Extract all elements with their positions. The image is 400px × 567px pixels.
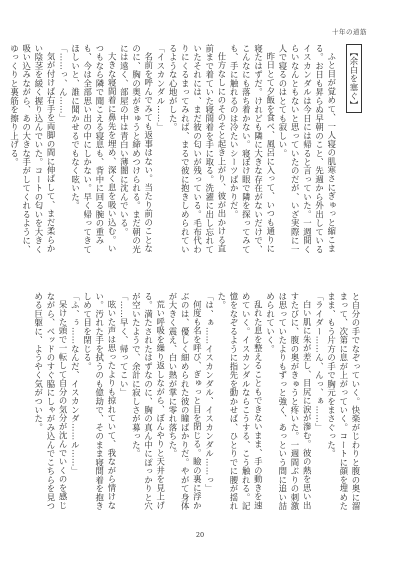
chapter-title: 【余白を塞ぐ】 xyxy=(346,44,362,113)
dialogue-line: 「ライダー……ん、んっ、ぁ……」 xyxy=(314,292,325,432)
dialogue-line: 「は、ぁ……イスカンダル、イスカンダル……っ」 xyxy=(204,292,215,493)
paragraph: ふと目が覚めて、一人寝の肌寒さにぎゅっと縮こまる。お日も昇らぬ早朝のこと、先週から外出しているイスカンダルは今日には帰ると言っていた。一週間くらいなんともないと思っていたのだが、いざ実際に一人で寝るのはとても寂しい。 xyxy=(277,44,337,254)
lower-text-block xyxy=(33,292,362,514)
paragraph: 白い肌に朱が差し、目尻に涙が滲む。彼の熱を思い出すたびに、腹の奥がきゅうと疼いた。一週間ぶりの刺激は思っていたよりもずっと強く、あっという間に追い詰められていく。 xyxy=(265,292,313,511)
dialogue-line: 「……早く、帰ってこい」 xyxy=(119,292,130,397)
paragraph: 乱れた息を整えることもできないまま、手の動きを速めていく。イスカンダルならこうする、こう触れる。記憶をなぞるように指先を動かせば、ひとりでに腰が揺れた。 xyxy=(216,292,264,511)
paragraph: と自分の手でなぞっていく。快楽がじわりと腹の奥に溜まって、次第に息が上がっていく。コートに顔を埋めたまま、もう片方の手で胸元をまさぐった。 xyxy=(326,292,361,511)
paragraph: 呟いた声は思ったよりも掠れていて、我ながら情けない。汚れた手を拭うのも億劫で、そのまま寝間着を抱きしめて目を閉じる。 xyxy=(82,292,117,511)
dialogue-line: 「ふ、ぅ……なんだ、イスカンダ……ル……」 xyxy=(70,292,81,476)
paragraph: 気が付けば右手を両脚の間に伸ばして、まだ柔らかい陰茎を緩く握り込んでいた。コートの匂いを大きく吸い込みながら、あの大きな手がしてくれるように、ゆっくりと裏筋を擦り上げる。 xyxy=(9,44,57,254)
upper-text-block xyxy=(9,44,362,262)
running-head: 十年の道筋 xyxy=(332,28,367,36)
paragraph: 名前を呼んでみても返事はない。当たり前のことなのに、胸の奥がきゅうと締めつけられる。まだ朝の光には遠く、部屋の中は青白い薄闇に沈んでいる。 xyxy=(119,44,154,254)
paragraph: 呆けた頭で一転して自分の気分が沈んでいくのを感じながら、ベッドのすぐ脇にしゃがみ込んでこちらを見つめる巨躯に、ようやく気がついた。 xyxy=(33,292,69,511)
dialogue-line: 「イスカンダル……」 xyxy=(155,44,166,132)
page-number: 20 xyxy=(195,531,205,539)
dialogue-line: 「……っ、ん……」 xyxy=(58,44,69,123)
paragraph: 何度も名を呼び、ぎゅっと目を閉じる。瞼の裏に浮かぶのは、優しく細められた彼の瞳ばかりだ。やがて身体が大きく震え、白い熱が掌に零れ落ちた。 xyxy=(167,292,203,511)
paragraph: 仕方なしにのそのそと起き上がり、彼が出かける直前まで着ていた寝間着を手に取る。洗濯に出し忘れていたそれには、まだ彼の匂いが残っている。毛布代わりにくるまってみれば、まるで彼に抱きしめられているような心地がした。 xyxy=(168,44,227,254)
paragraph: 大きな寝間着に鼻先を埋め、深く息を吸い込む。いつもなら隣で聞こえる寝息も、背中に回る腕の重みも、今は全部思い出の中にしかない。早く帰ってきてほしいと、誰に聞かせるでもなく呟いた。 xyxy=(70,44,118,254)
paragraph: 荒い呼吸を繰り返しながら、ぼんやりと天井を見上げる。満たされたはずなのに、胸の真ん中にぽっかりと穴が空いたようで、余計に寂しさが募った。 xyxy=(131,292,166,511)
paragraph: 昨日とて夕飯を食べ、風呂に入って、いつも通りに寝たはずだ。けれども隣に大きな存在がないだけで、こんなにも落ち着かない。寝ぼけ眼で隣を探ってみても、手に触れるのは冷たいシーツばかりだ。 xyxy=(229,44,276,254)
